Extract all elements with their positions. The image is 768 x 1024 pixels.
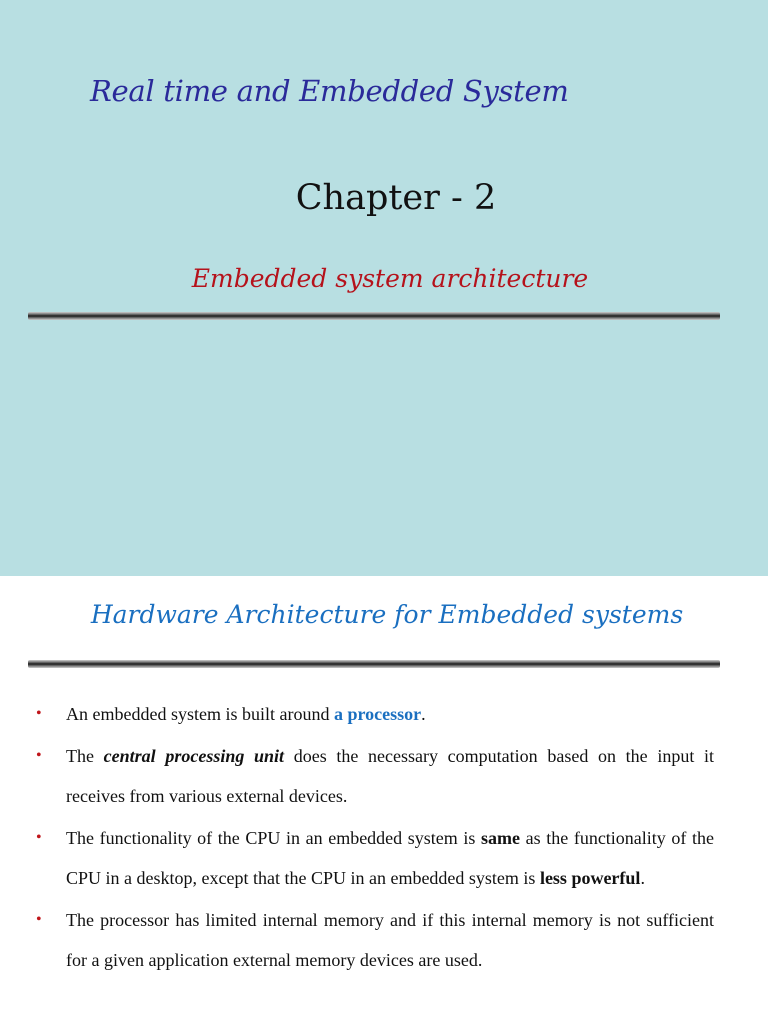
content-slide (0, 576, 768, 1024)
bullet-list (36, 694, 714, 982)
bullet-text: The functionality of the CPU in an embedded system is (66, 828, 482, 848)
highlight-text: a processor (333, 704, 422, 724)
list-item (36, 818, 714, 898)
bullet-text: . (421, 704, 426, 724)
section-divider (28, 660, 720, 668)
bullet-text: . (640, 868, 645, 888)
emphasis-text: less powerful (539, 868, 641, 888)
list-item (36, 694, 714, 734)
bullet-icon: • (36, 747, 42, 764)
list-item (36, 900, 714, 980)
bullet-icon: • (36, 911, 42, 928)
emphasis-text: central processing unit (103, 746, 285, 766)
bullet-text: does the necessary computation based on the input it receives from various external devices. (66, 746, 715, 806)
bullet-text: The (66, 746, 104, 766)
emphasis-text: same (481, 828, 521, 848)
chapter-title: Chapter - 2 (295, 178, 497, 218)
bullet-text: An embedded system is built around (66, 704, 334, 724)
bullet-icon: • (36, 705, 42, 722)
chapter-subtitle: Embedded system architecture (191, 264, 589, 293)
course-title: Real time and Embedded System (90, 74, 569, 108)
bullet-icon: • (36, 829, 42, 846)
title-divider (28, 312, 720, 320)
bullet-text: as the functionality of the CPU in a desktop, except that the CPU in an embedded system is (66, 828, 714, 888)
section-title: Hardware Architecture for Embedded systems (90, 600, 684, 629)
list-item (36, 736, 714, 816)
bullet-text: The processor has limited internal memory and if this internal memory is not sufficient for a given application external memory devices are used. (66, 910, 714, 970)
